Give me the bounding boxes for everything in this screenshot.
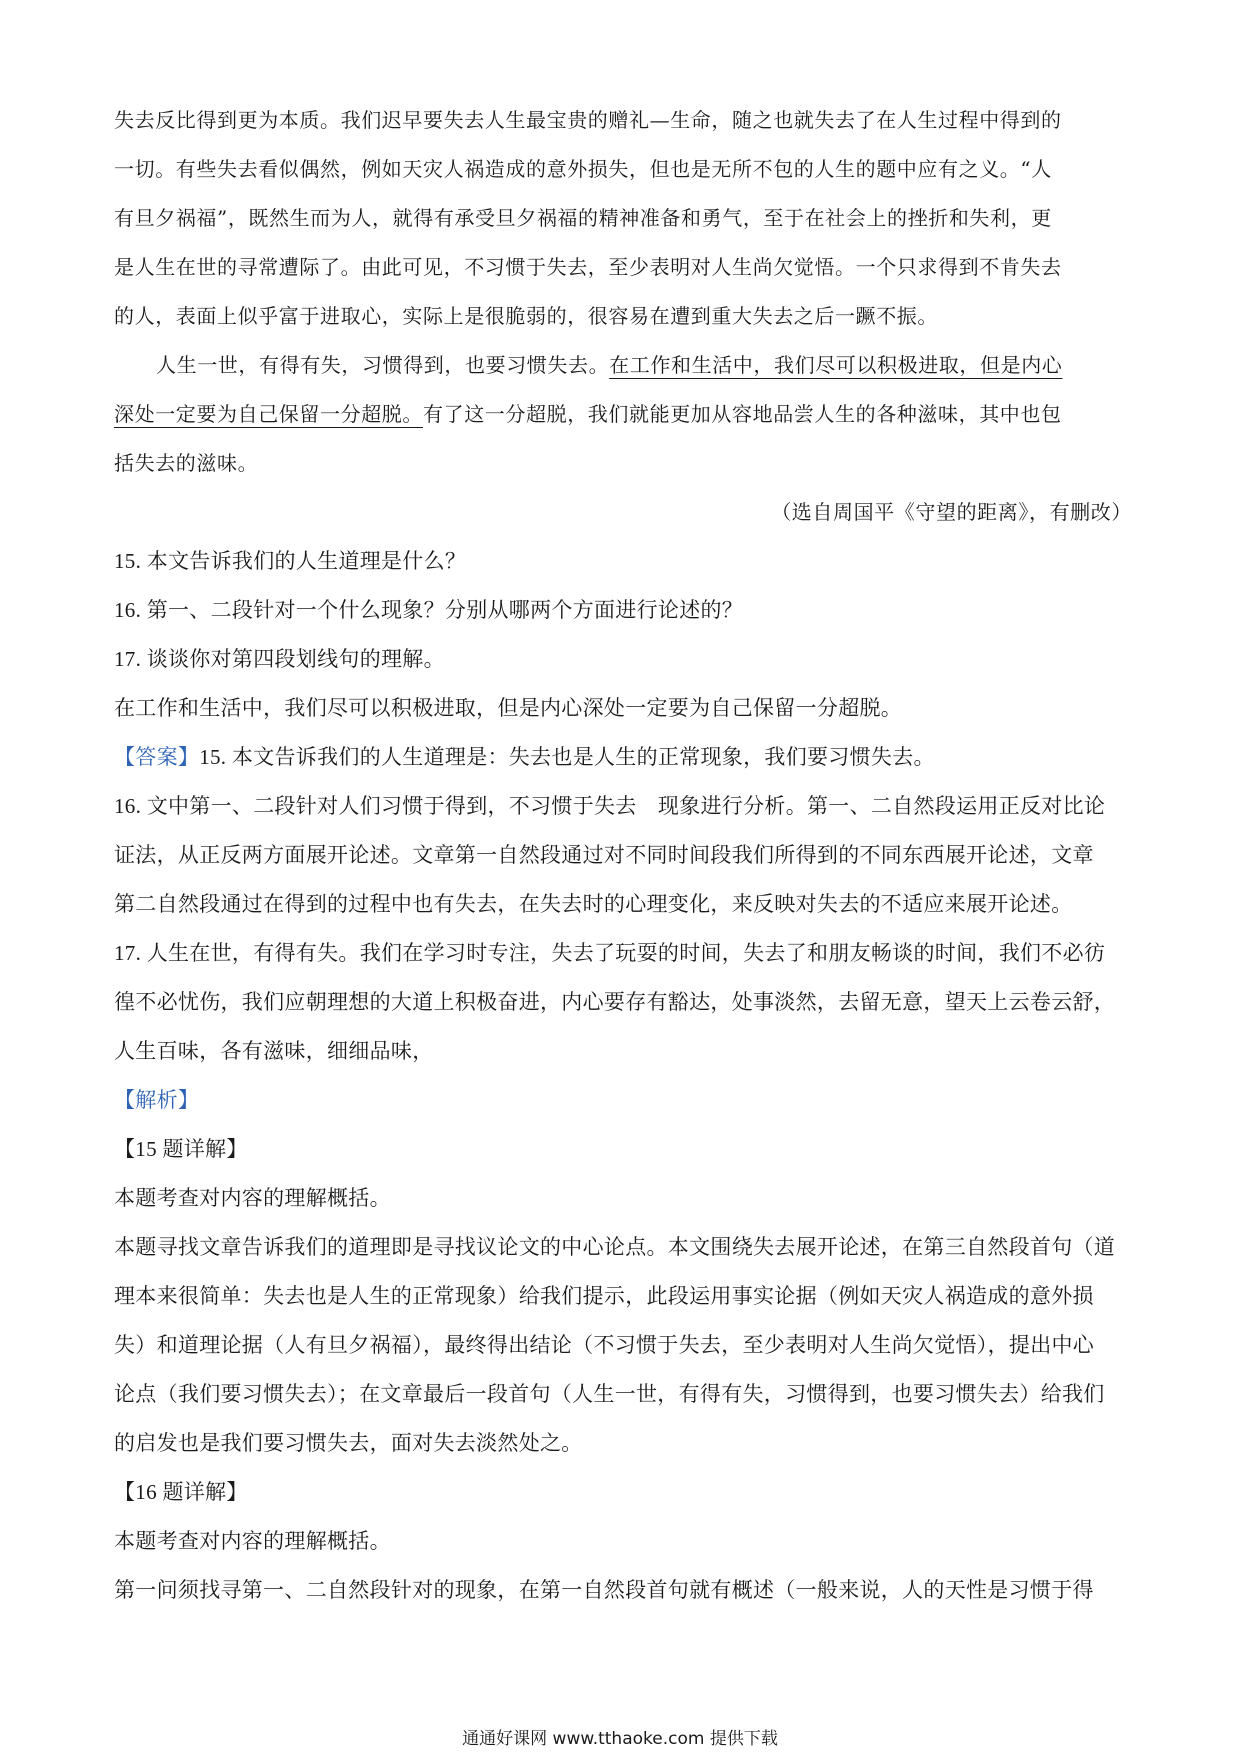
analysis-label: 【解析】 bbox=[114, 1088, 200, 1112]
page-content bbox=[114, 96, 1132, 1615]
answer-line-1 bbox=[114, 733, 1132, 782]
article-line: 的人，表面上似乎富于进取心，实际上是很脆弱的，很容易在遭到重大失去之后一蹶不振。 bbox=[114, 304, 938, 328]
underlined-sentence-part-1: 在工作和生活中，我们尽可以积极进取，但是内心 bbox=[609, 353, 1063, 377]
analysis-line: 本题考查对内容的理解概括。 bbox=[114, 1529, 391, 1553]
questions-and-answers bbox=[114, 537, 1132, 1615]
answer-15-text: 15. 本文告诉我们的人生道理是：失去也是人生的正常现象，我们要习惯失去。 bbox=[199, 745, 935, 769]
q16-heading: 【16 题详解】 bbox=[114, 1480, 248, 1504]
article-line: 有旦夕祸福”，既然生而为人，就得有承受旦夕祸福的精神准备和勇气，至于在社会上的挫折和失利，更 bbox=[114, 206, 1052, 230]
analysis-line: 理本来很简单：失去也是人生的正常现象）给我们提示，此段运用事实论据（例如天灾人祸造成的意外损 bbox=[114, 1284, 1094, 1308]
article-line: 括失去的滋味。 bbox=[114, 451, 259, 475]
question-15: 15. 本文告诉我们的人生道理是什么？ bbox=[114, 549, 467, 573]
analysis-line: 论点（我们要习惯失去）；在文章最后一段首句（人生一世，有得有失，习惯得到，也要习惯失去）给我们 bbox=[114, 1382, 1105, 1406]
answer-line: 证法，从正反两方面展开论述。文章第一自然段通过对不同时间段我们所得到的不同东西展开论述，文章 bbox=[114, 843, 1094, 867]
article-line: 是人生在世的寻常遭际了。由此可见，不习惯于失去，至少表明对人生尚欠觉悟。一个只求得到不肯失去 bbox=[114, 255, 1062, 279]
underlined-sentence-part-2: 深处一定要为自己保留一分超脱。 bbox=[114, 402, 423, 426]
article-p4-line-1 bbox=[114, 341, 1132, 390]
q15-heading: 【15 题详解】 bbox=[114, 1137, 248, 1161]
page-footer: 通通好课网 www.tthaoke.com 提供下载 bbox=[462, 1729, 778, 1749]
analysis-line: 本题寻找文章告诉我们的道理即是寻找议论文的中心论点。本文围绕失去展开论述，在第三自然段首句（道 bbox=[114, 1235, 1116, 1259]
p4-plain-text: 人生一世，有得有失，习惯得到，也要习惯失去。 bbox=[156, 353, 610, 377]
p4-plain-text: 有了这一分超脱，我们就能更加从容地品尝人生的各种滋味，其中也包 bbox=[423, 402, 1062, 426]
analysis-line: 失）和道理论据（人有旦夕祸福），最终得出结论（不习惯于失去，至少表明对人生尚欠觉悟），提出中心 bbox=[114, 1333, 1095, 1357]
source-citation: （选自周国平《守望的距离》，有删改） bbox=[771, 500, 1132, 524]
article-p4-line-2 bbox=[114, 390, 1132, 439]
analysis-line: 第一问须找寻第一、二自然段针对的现象，在第一自然段首句就有概述（一般来说，人的天性是习惯于得 bbox=[114, 1578, 1094, 1602]
question-16: 16. 第一、二段针对一个什么现象？分别从哪两个方面进行论述的？ bbox=[114, 598, 744, 622]
article-line: 一切。有些失去看似偶然，例如天灾人祸造成的意外损失，但也是无所不包的人生的题中应有之义。“人 bbox=[114, 157, 1052, 181]
answer-line: 徨不必忧伤，我们应朝理想的大道上积极奋进，内心要存有豁达，处事淡然，去留无意，望天上云卷云舒， bbox=[114, 990, 1116, 1014]
analysis-line: 本题考查对内容的理解概括。 bbox=[114, 1186, 391, 1210]
answer-line: 17. 人生在世，有得有失。我们在学习时专注，失去了玩耍的时间，失去了和朋友畅谈的时间，我们不必彷 bbox=[114, 941, 1106, 965]
answer-line: 第二自然段通过在得到的过程中也有失去，在失去时的心理变化，来反映对失去的不适应来展开论述。 bbox=[114, 892, 1073, 916]
article-line: 失去反比得到更为本质。我们迟早要失去人生最宝贵的赠礼—生命，随之也就失去了在人生过程中得到的 bbox=[114, 108, 1062, 132]
answer-line: 人生百味，各有滋味，细细品味， bbox=[114, 1039, 434, 1063]
analysis-line: 的启发也是我们要习惯失去，面对失去淡然处之。 bbox=[114, 1431, 583, 1455]
quoted-sentence: 在工作和生活中，我们尽可以积极进取，但是内心深处一定要为自己保留一分超脱。 bbox=[114, 696, 903, 720]
answer-line: 16. 文中第一、二段针对人们习惯于得到，不习惯于失去 现象进行分析。第一、二自然段运用正反对比论 bbox=[114, 794, 1106, 818]
answer-label: 【答案】 bbox=[114, 745, 200, 769]
article-excerpt bbox=[114, 96, 1132, 537]
question-17: 17. 谈谈你对第四段划线句的理解。 bbox=[114, 647, 445, 671]
